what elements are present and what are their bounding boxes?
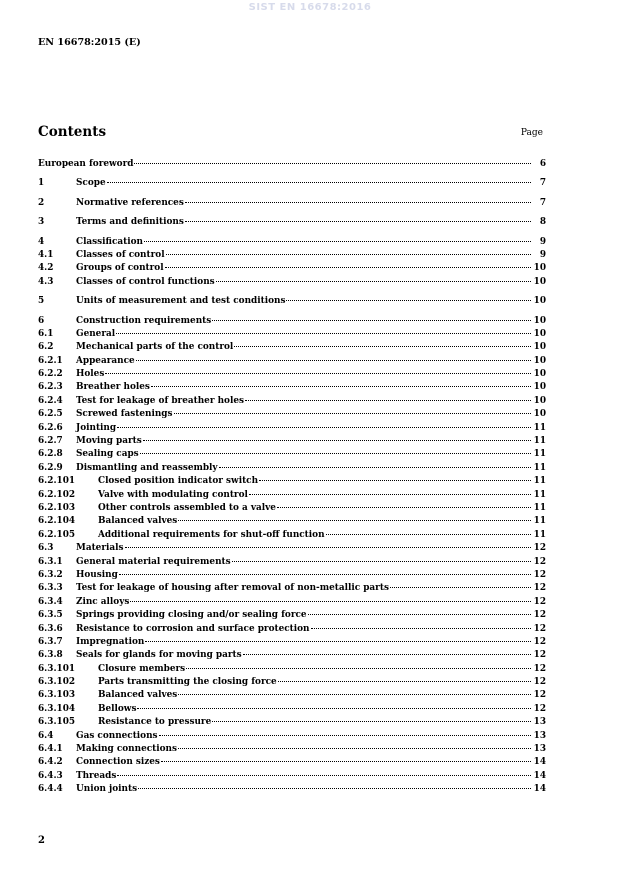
contents-heading: Contents: [38, 124, 107, 140]
table-of-contents: [38, 158, 546, 797]
dot-leader: [117, 426, 531, 428]
toc-entry-page: 12: [533, 663, 546, 674]
dot-leader: [151, 385, 531, 387]
toc-entry-page: 8: [539, 217, 546, 228]
toc-entry[interactable]: [38, 262, 546, 275]
toc-entry-title: Zinc alloys: [76, 596, 130, 607]
toc-entry[interactable]: [38, 368, 546, 381]
toc-entry-page: 9: [539, 236, 546, 247]
page-number: 2: [38, 835, 45, 846]
toc-entry-page: 7: [539, 178, 546, 189]
toc-entry-number: 6.3.3: [38, 583, 63, 594]
dot-leader: [105, 372, 531, 374]
toc-entry-title: Other controls assembled to a valve: [98, 502, 276, 513]
toc-entry-page: 11: [533, 422, 546, 433]
toc-entry-number: 3: [38, 217, 45, 228]
toc-entry-title: Terms and definitions: [76, 217, 184, 228]
toc-entry-number: 4.1: [38, 249, 54, 260]
dot-leader: [161, 760, 531, 762]
toc-entry-number: 6.2.9: [38, 462, 63, 473]
toc-entry[interactable]: [38, 596, 546, 609]
toc-entry-number: 6.2.104: [38, 516, 76, 527]
dot-leader: [216, 280, 531, 282]
toc-entry-page: 10: [533, 328, 546, 339]
toc-entry[interactable]: [38, 716, 546, 729]
toc-entry[interactable]: [38, 249, 546, 262]
toc-entry-title: Test for leakage of housing after removal of non-metallic parts: [76, 583, 389, 594]
dot-leader: [116, 332, 531, 334]
toc-entry-number: 6: [38, 315, 45, 326]
toc-entry[interactable]: [38, 236, 546, 249]
toc-entry-title: Impregnation: [76, 636, 145, 647]
toc-entry-title: European foreword: [38, 159, 134, 169]
toc-entry-page: 14: [533, 784, 546, 795]
toc-entry[interactable]: [38, 636, 546, 649]
toc-entry-title: Classes of control functions: [76, 276, 215, 287]
toc-entry-number: 6.2.1: [38, 355, 63, 366]
toc-entry-title: General: [76, 328, 116, 339]
toc-entry-page: 12: [533, 610, 546, 621]
toc-entry-page: 12: [533, 677, 546, 688]
toc-entry[interactable]: [38, 381, 546, 394]
toc-entry-page: 10: [533, 409, 546, 420]
toc-entry[interactable]: [38, 341, 546, 354]
toc-entry-title: Parts transmitting the closing force: [98, 677, 277, 688]
toc-entry-title: Springs providing closing and/or sealing force: [76, 610, 307, 621]
toc-entry-title: Threads: [76, 770, 117, 781]
toc-entry-title: Jointing: [76, 422, 117, 433]
toc-entry-number: 6.4.1: [38, 744, 63, 755]
dot-leader: [212, 720, 531, 722]
dot-leader: [286, 299, 531, 301]
toc-entry[interactable]: [38, 177, 546, 190]
toc-entry[interactable]: [38, 770, 546, 783]
toc-entry-number: 6.3.6: [38, 623, 63, 634]
toc-entry-number: 6.2.3: [38, 382, 63, 393]
toc-entry-number: 6.2.6: [38, 422, 63, 433]
toc-entry-number: 6.3.104: [38, 703, 76, 714]
toc-entry-title: Construction requirements: [76, 315, 212, 326]
dot-leader: [245, 399, 531, 401]
toc-entry-page: 13: [533, 730, 546, 741]
dot-leader: [243, 653, 531, 655]
toc-entry-title: Additional requirements for shut-off function: [98, 529, 325, 540]
dot-leader: [117, 774, 531, 776]
toc-entry-number: 6.3.1: [38, 556, 63, 567]
toc-entry-number: 6.3.101: [38, 663, 76, 674]
dot-leader: [278, 680, 531, 682]
toc-entry[interactable]: [38, 462, 546, 475]
toc-entry[interactable]: [38, 435, 546, 448]
toc-entry[interactable]: [38, 408, 546, 421]
toc-entry-title: Dismantling and reassembly: [76, 462, 218, 473]
toc-entry-title: Resistance to corrosion and surface protection: [76, 623, 310, 634]
toc-entry-number: 6.2.105: [38, 529, 76, 540]
toc-entry-number: 4.2: [38, 263, 54, 274]
dot-leader: [140, 452, 531, 454]
toc-entry[interactable]: [38, 475, 546, 488]
toc-entry-title: Holes: [76, 369, 105, 380]
toc-entry-page: 10: [533, 296, 546, 307]
toc-entry[interactable]: [38, 569, 546, 582]
toc-entry-page: 11: [533, 529, 546, 540]
toc-entry-title: Sealing caps: [76, 449, 139, 460]
toc-entry[interactable]: [38, 783, 546, 796]
dot-leader: [130, 600, 531, 602]
toc-entry-number: 6.3.8: [38, 650, 63, 661]
dot-leader: [178, 519, 531, 521]
dot-leader: [186, 667, 531, 669]
toc-entry-number: 6.4.4: [38, 784, 63, 795]
toc-entry-number: 6.1: [38, 328, 54, 339]
toc-entry-title: Test for leakage of breather holes: [76, 395, 244, 406]
toc-entry[interactable]: [38, 216, 546, 229]
dot-leader: [159, 734, 531, 736]
dot-leader: [144, 240, 531, 242]
toc-entry-number: 2: [38, 197, 45, 208]
toc-entry-page: 12: [533, 636, 546, 647]
toc-entry-number: 5: [38, 296, 45, 307]
toc-entry-page: 11: [533, 516, 546, 527]
toc-entry-title: Appearance: [76, 355, 135, 366]
toc-entry-title: Breather holes: [76, 382, 150, 393]
toc-entry-page: 11: [533, 436, 546, 447]
toc-entry-page: 11: [533, 476, 546, 487]
toc-entry-page: 12: [533, 596, 546, 607]
toc-entry[interactable]: [38, 295, 546, 308]
toc-entry[interactable]: [38, 422, 546, 435]
toc-entry-page: 10: [533, 382, 546, 393]
toc-entry-title: Classes of control: [76, 249, 165, 260]
toc-entry-number: 4.3: [38, 276, 54, 287]
toc-entry[interactable]: [38, 502, 546, 515]
toc-entry[interactable]: [38, 489, 546, 502]
toc-entry-number: 4: [38, 236, 45, 247]
dot-leader: [326, 533, 531, 535]
dot-leader: [219, 466, 531, 468]
toc-entry-title: Gas connections: [76, 730, 158, 741]
toc-entry[interactable]: [38, 609, 546, 622]
dot-leader: [232, 560, 531, 562]
toc-entry-number: 6.3.5: [38, 610, 63, 621]
dot-leader: [143, 439, 531, 441]
dot-leader: [234, 345, 531, 347]
dot-leader: [185, 220, 531, 222]
toc-entry[interactable]: [38, 395, 546, 408]
toc-entry-title: Connection sizes: [76, 757, 160, 768]
toc-entry-number: 6.3.7: [38, 636, 63, 647]
toc-entry[interactable]: [38, 542, 546, 555]
toc-entry-title: Screwed fastenings: [76, 409, 173, 420]
toc-entry-page: 12: [533, 556, 546, 567]
dot-leader: [249, 493, 531, 495]
toc-entry-page: 11: [533, 462, 546, 473]
toc-entry-title: Units of measurement and test conditions: [76, 296, 286, 307]
dot-leader: [166, 253, 531, 255]
toc-entry[interactable]: [38, 743, 546, 756]
toc-entry-page: 12: [533, 623, 546, 634]
toc-entry-title: Balanced valves: [98, 516, 178, 527]
toc-entry-page: 6: [539, 159, 546, 169]
toc-entry-title: Making connections: [76, 744, 177, 755]
toc-entry-page: 11: [533, 502, 546, 513]
dot-leader: [145, 640, 531, 642]
toc-entry[interactable]: [38, 197, 546, 210]
dot-leader: [138, 787, 531, 789]
toc-entry[interactable]: [38, 582, 546, 595]
toc-entry[interactable]: [38, 623, 546, 636]
toc-entry[interactable]: [38, 689, 546, 702]
dot-leader: [136, 359, 531, 361]
dot-leader: [174, 412, 531, 414]
toc-entry-title: Mechanical parts of the control: [76, 342, 234, 353]
toc-entry-page: 9: [539, 249, 546, 260]
toc-entry-number: 6.4.2: [38, 757, 63, 768]
toc-entry[interactable]: [38, 315, 546, 328]
toc-entry[interactable]: [38, 703, 546, 716]
toc-entry-title: Materials: [76, 543, 124, 554]
dot-leader: [178, 747, 531, 749]
toc-entry-title: Moving parts: [76, 436, 142, 447]
toc-entry-number: 6.3.102: [38, 677, 76, 688]
dot-leader: [119, 573, 531, 575]
dot-leader: [185, 201, 531, 203]
toc-entry-number: 6.3.103: [38, 690, 76, 701]
toc-entry-number: 6.4: [38, 730, 54, 741]
page-column-label: Page: [520, 128, 543, 138]
toc-entry-title: Scope: [76, 178, 106, 189]
toc-entry-title: Groups of control: [76, 263, 164, 274]
toc-entry-number: 6.2.5: [38, 409, 63, 420]
toc-entry-title: Resistance to pressure: [98, 717, 212, 728]
toc-entry-page: 13: [533, 744, 546, 755]
toc-entry-page: 10: [533, 395, 546, 406]
dot-leader: [137, 707, 531, 709]
toc-entry-page: 7: [539, 197, 546, 208]
toc-entry-page: 10: [533, 342, 546, 353]
toc-entry-page: 10: [533, 369, 546, 380]
toc-entry-number: 6.2.101: [38, 476, 76, 487]
toc-entry-number: 6.4.3: [38, 770, 63, 781]
toc-entry[interactable]: [38, 448, 546, 461]
toc-entry-number: 6.2.102: [38, 489, 76, 500]
toc-entry-number: 6.3.2: [38, 569, 63, 580]
toc-entry-page: 12: [533, 650, 546, 661]
toc-entry-page: 12: [533, 703, 546, 714]
toc-entry-page: 12: [533, 583, 546, 594]
dot-leader: [165, 266, 531, 268]
dot-leader: [178, 693, 531, 695]
toc-entry-page: 12: [533, 569, 546, 580]
toc-entry[interactable]: [38, 515, 546, 528]
document-id: EN 16678:2015 (E): [38, 37, 141, 48]
toc-entry-number: 6.2.8: [38, 449, 63, 460]
toc-entry[interactable]: [38, 328, 546, 341]
toc-entry-title: Balanced valves: [98, 690, 178, 701]
toc-entry[interactable]: [38, 158, 546, 171]
toc-entry[interactable]: [38, 676, 546, 689]
toc-entry[interactable]: [38, 649, 546, 662]
dot-leader: [125, 546, 532, 548]
toc-entry-title: Classification: [76, 236, 144, 247]
toc-entry-number: 6.2.2: [38, 369, 63, 380]
watermark: SIST EN 16678:2016: [248, 2, 372, 13]
toc-entry-page: 14: [533, 770, 546, 781]
toc-entry-page: 12: [533, 543, 546, 554]
toc-entry[interactable]: [38, 756, 546, 769]
toc-entry[interactable]: [38, 355, 546, 368]
toc-entry-page: 14: [533, 757, 546, 768]
toc-entry[interactable]: [38, 556, 546, 569]
toc-entry-page: 13: [533, 717, 546, 728]
dot-leader: [212, 319, 531, 321]
toc-entry-number: 6.2.4: [38, 395, 63, 406]
toc-entry-number: 6.3.4: [38, 596, 63, 607]
toc-entry-title: Normative references: [76, 197, 184, 208]
toc-entry[interactable]: [38, 663, 546, 676]
dot-leader: [390, 586, 531, 588]
toc-entry-title: Seals for glands for moving parts: [76, 650, 242, 661]
toc-entry-page: 10: [533, 315, 546, 326]
toc-entry-number: 6.3: [38, 543, 54, 554]
dot-leader: [134, 162, 531, 164]
dot-leader: [107, 181, 531, 183]
toc-entry-page: 11: [533, 489, 546, 500]
toc-entry-page: 10: [533, 355, 546, 366]
toc-entry-page: 10: [533, 263, 546, 274]
dot-leader: [259, 479, 531, 481]
toc-entry-page: 12: [533, 690, 546, 701]
toc-entry-title: Closed position indicator switch: [98, 476, 259, 487]
toc-entry[interactable]: [38, 529, 546, 542]
toc-entry-number: 6.2.103: [38, 502, 76, 513]
toc-entry-title: Bellows: [98, 703, 137, 714]
toc-entry[interactable]: [38, 276, 546, 289]
dot-leader: [277, 506, 531, 508]
toc-entry-number: 6.3.105: [38, 717, 76, 728]
toc-entry-page: 10: [533, 276, 546, 287]
toc-entry-title: Union joints: [76, 784, 138, 795]
dot-leader: [308, 613, 531, 615]
toc-entry-number: 6.2: [38, 342, 54, 353]
toc-entry-number: 6.2.7: [38, 436, 63, 447]
toc-entry-title: Valve with modulating control: [98, 489, 248, 500]
toc-entry-number: 1: [38, 178, 45, 189]
dot-leader: [311, 627, 532, 629]
toc-entry-page: 11: [533, 449, 546, 460]
toc-entry-title: General material requirements: [76, 556, 231, 567]
toc-entry-title: Closure members: [98, 663, 186, 674]
toc-entry-title: Housing: [76, 569, 118, 580]
toc-entry[interactable]: [38, 730, 546, 743]
